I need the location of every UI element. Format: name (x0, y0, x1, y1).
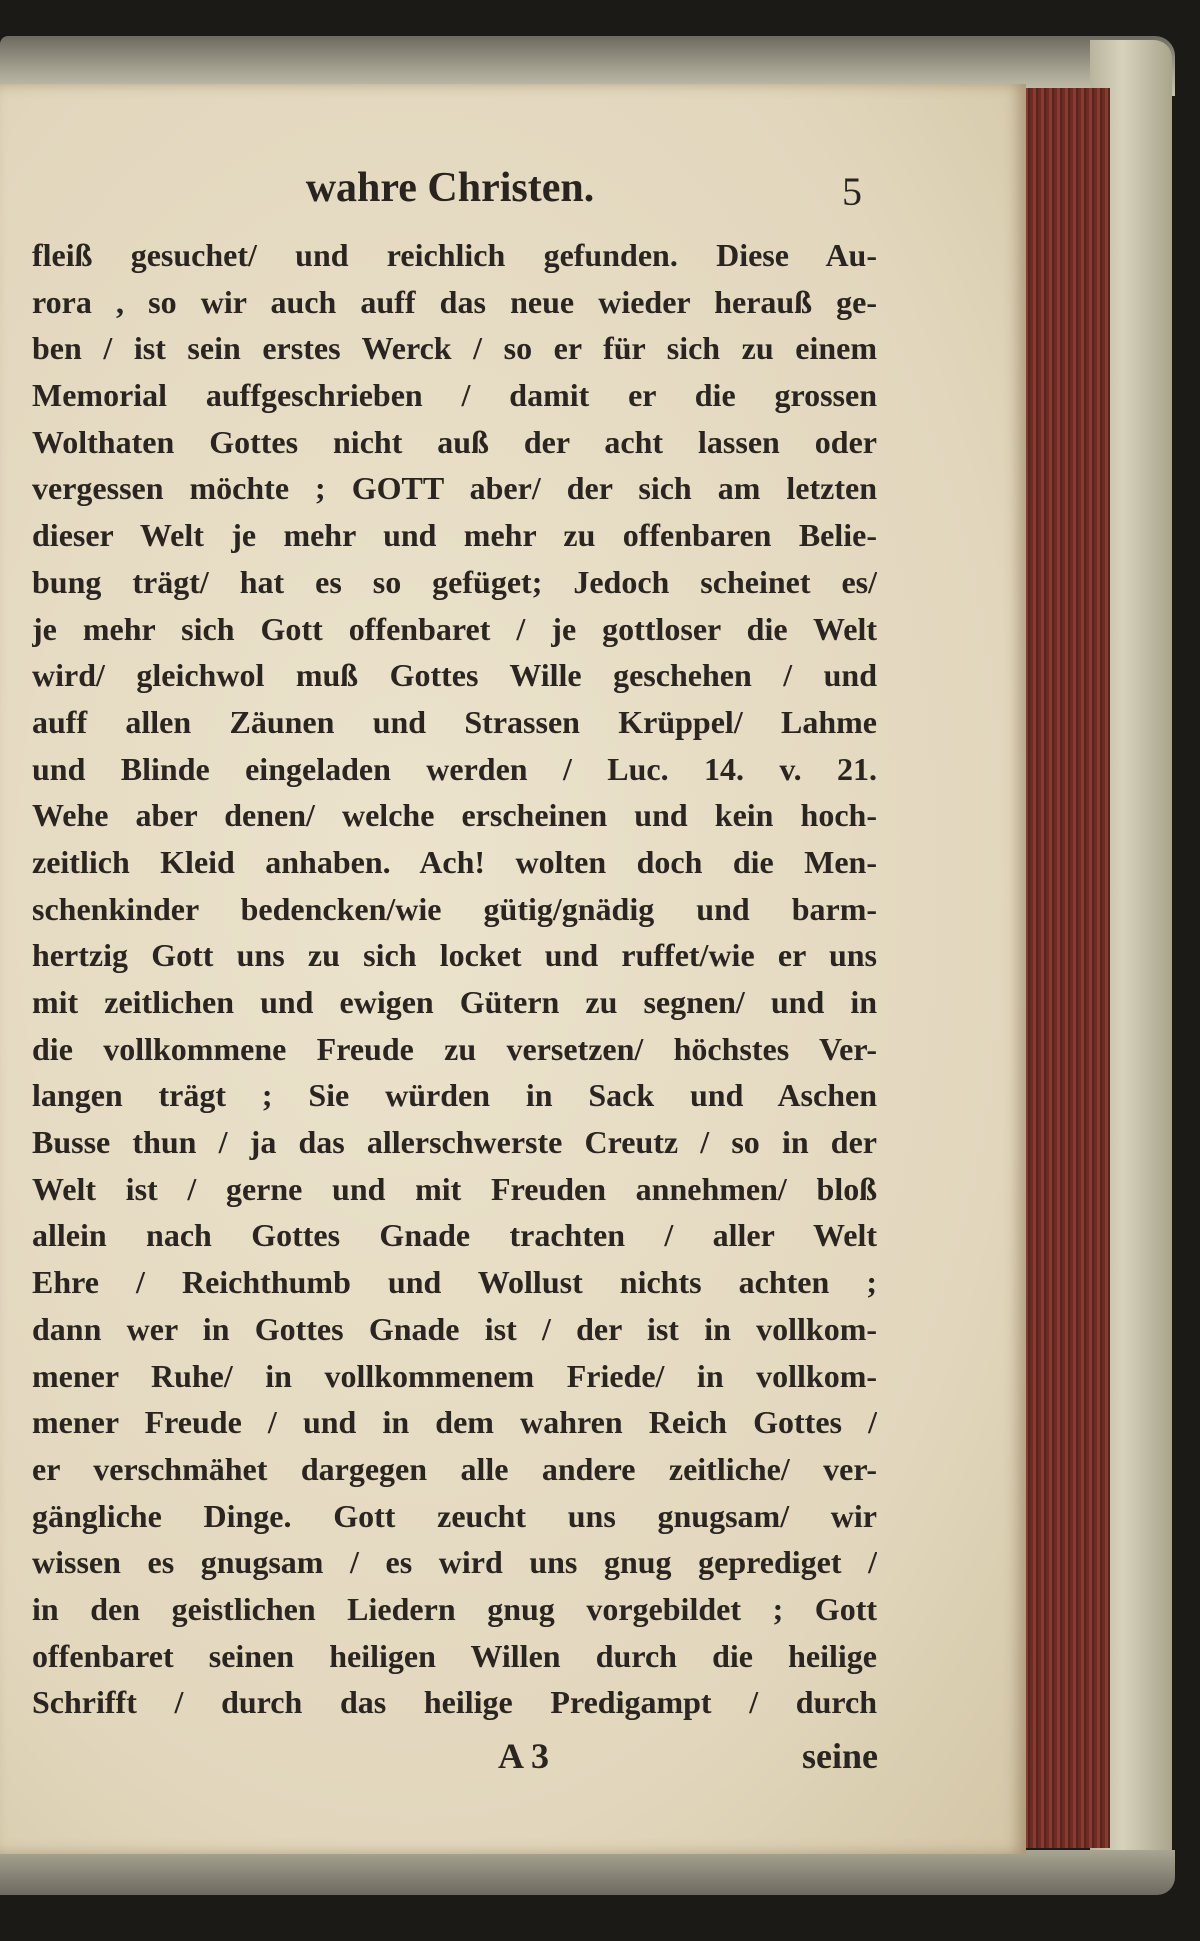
text-line: und Blinde eingeladen werden / Luc. 14. v. 21. (32, 750, 877, 787)
text-line: zeitlich Kleid anhaben. Ach! wolten doch die Men- (32, 843, 877, 880)
text-line: auff allen Zäunen und Strassen Krüppel/ Lahme (32, 703, 877, 740)
text-line: rora , so wir auch auff das neue wieder herauß ge- (32, 283, 877, 320)
text-line: wissen es gnugsam / es wird uns gnug geprediget / (32, 1544, 877, 1581)
text-line: langen trägt ; Sie würden in Sack und Aschen (32, 1077, 877, 1114)
text-line: Wolthaten Gottes nicht auß der acht lassen oder (32, 423, 877, 460)
text-line: Welt ist / gerne und mit Freuden annehmen/ bloß (32, 1170, 877, 1207)
text-line: mener Freude / und in dem wahren Reich Gottes / (32, 1404, 877, 1441)
text-line: Schrifft / durch das heilige Predigampt / durch (32, 1684, 877, 1721)
text-line: wird/ gleichwol muß Gottes Wille geschehen / und (32, 657, 877, 694)
text-line: mit zeitlichen und ewigen Gütern zu segnen/ und in (32, 984, 877, 1020)
text-line: dieser Welt je mehr und mehr zu offenbaren Belie- (32, 517, 877, 554)
text-line: Wehe aber denen/ welche erscheinen und kein hoch- (32, 797, 877, 834)
text-line: ben / ist sein erstes Werck / so er für sich zu einem (32, 330, 877, 367)
catchword: seine (802, 1736, 878, 1776)
text-line: vergessen möchte ; GOTT aber/ der sich am letzten (32, 470, 877, 507)
text-line: allein nach Gottes Gnade trachten / aller Welt (32, 1217, 877, 1254)
text-line: Busse thun / ja das allerschwerste Creutz / so in der (32, 1124, 877, 1161)
body-text (32, 232, 877, 1726)
running-head: wahre Christen. (305, 165, 595, 211)
text-line: die vollkommene Freude zu versetzen/ höchstes Ver- (32, 1030, 877, 1067)
text-line: er verschmähet dargegen alle andere zeitliche/ ver- (32, 1450, 877, 1487)
text-line: je mehr sich Gott offenbaret / je gottloser die Welt (32, 610, 877, 647)
text-line: schenkinder bedencken/wie gütig/gnädig und barm- (32, 890, 877, 927)
text-line: bung trägt/ hat es so gefüget; Jedoch scheinet es/ (32, 563, 877, 600)
text-line: mener Ruhe/ in vollkommenem Friede/ in vollkom- (32, 1357, 877, 1394)
text-line: fleiß gesuchet/ und reichlich gefunden. Diese Au- (32, 237, 877, 273)
text-line: hertzig Gott uns zu sich locket und ruffet/wie er uns (32, 937, 877, 974)
text-line: in den geistlichen Liedern gnug vorgebildet ; Gott (32, 1590, 877, 1627)
text-line: Ehre / Reichthumb und Wollust nichts achten ; (32, 1264, 877, 1301)
text-line: Memorial auffgeschrieben / damit er die grossen (32, 377, 877, 414)
signature-mark: A 3 (498, 1736, 550, 1776)
page-edges (1022, 88, 1110, 1848)
book-cover-bottom (0, 1850, 1175, 1895)
text-line: offenbaret seinen heiligen Willen durch die heilige (32, 1637, 877, 1674)
page-number: 5 (842, 169, 862, 214)
text-line: dann wer in Gottes Gnade ist / der ist in vollkom- (32, 1310, 877, 1347)
text-line: gängliche Dinge. Gott zeucht uns gnugsam/ wir (32, 1497, 877, 1534)
